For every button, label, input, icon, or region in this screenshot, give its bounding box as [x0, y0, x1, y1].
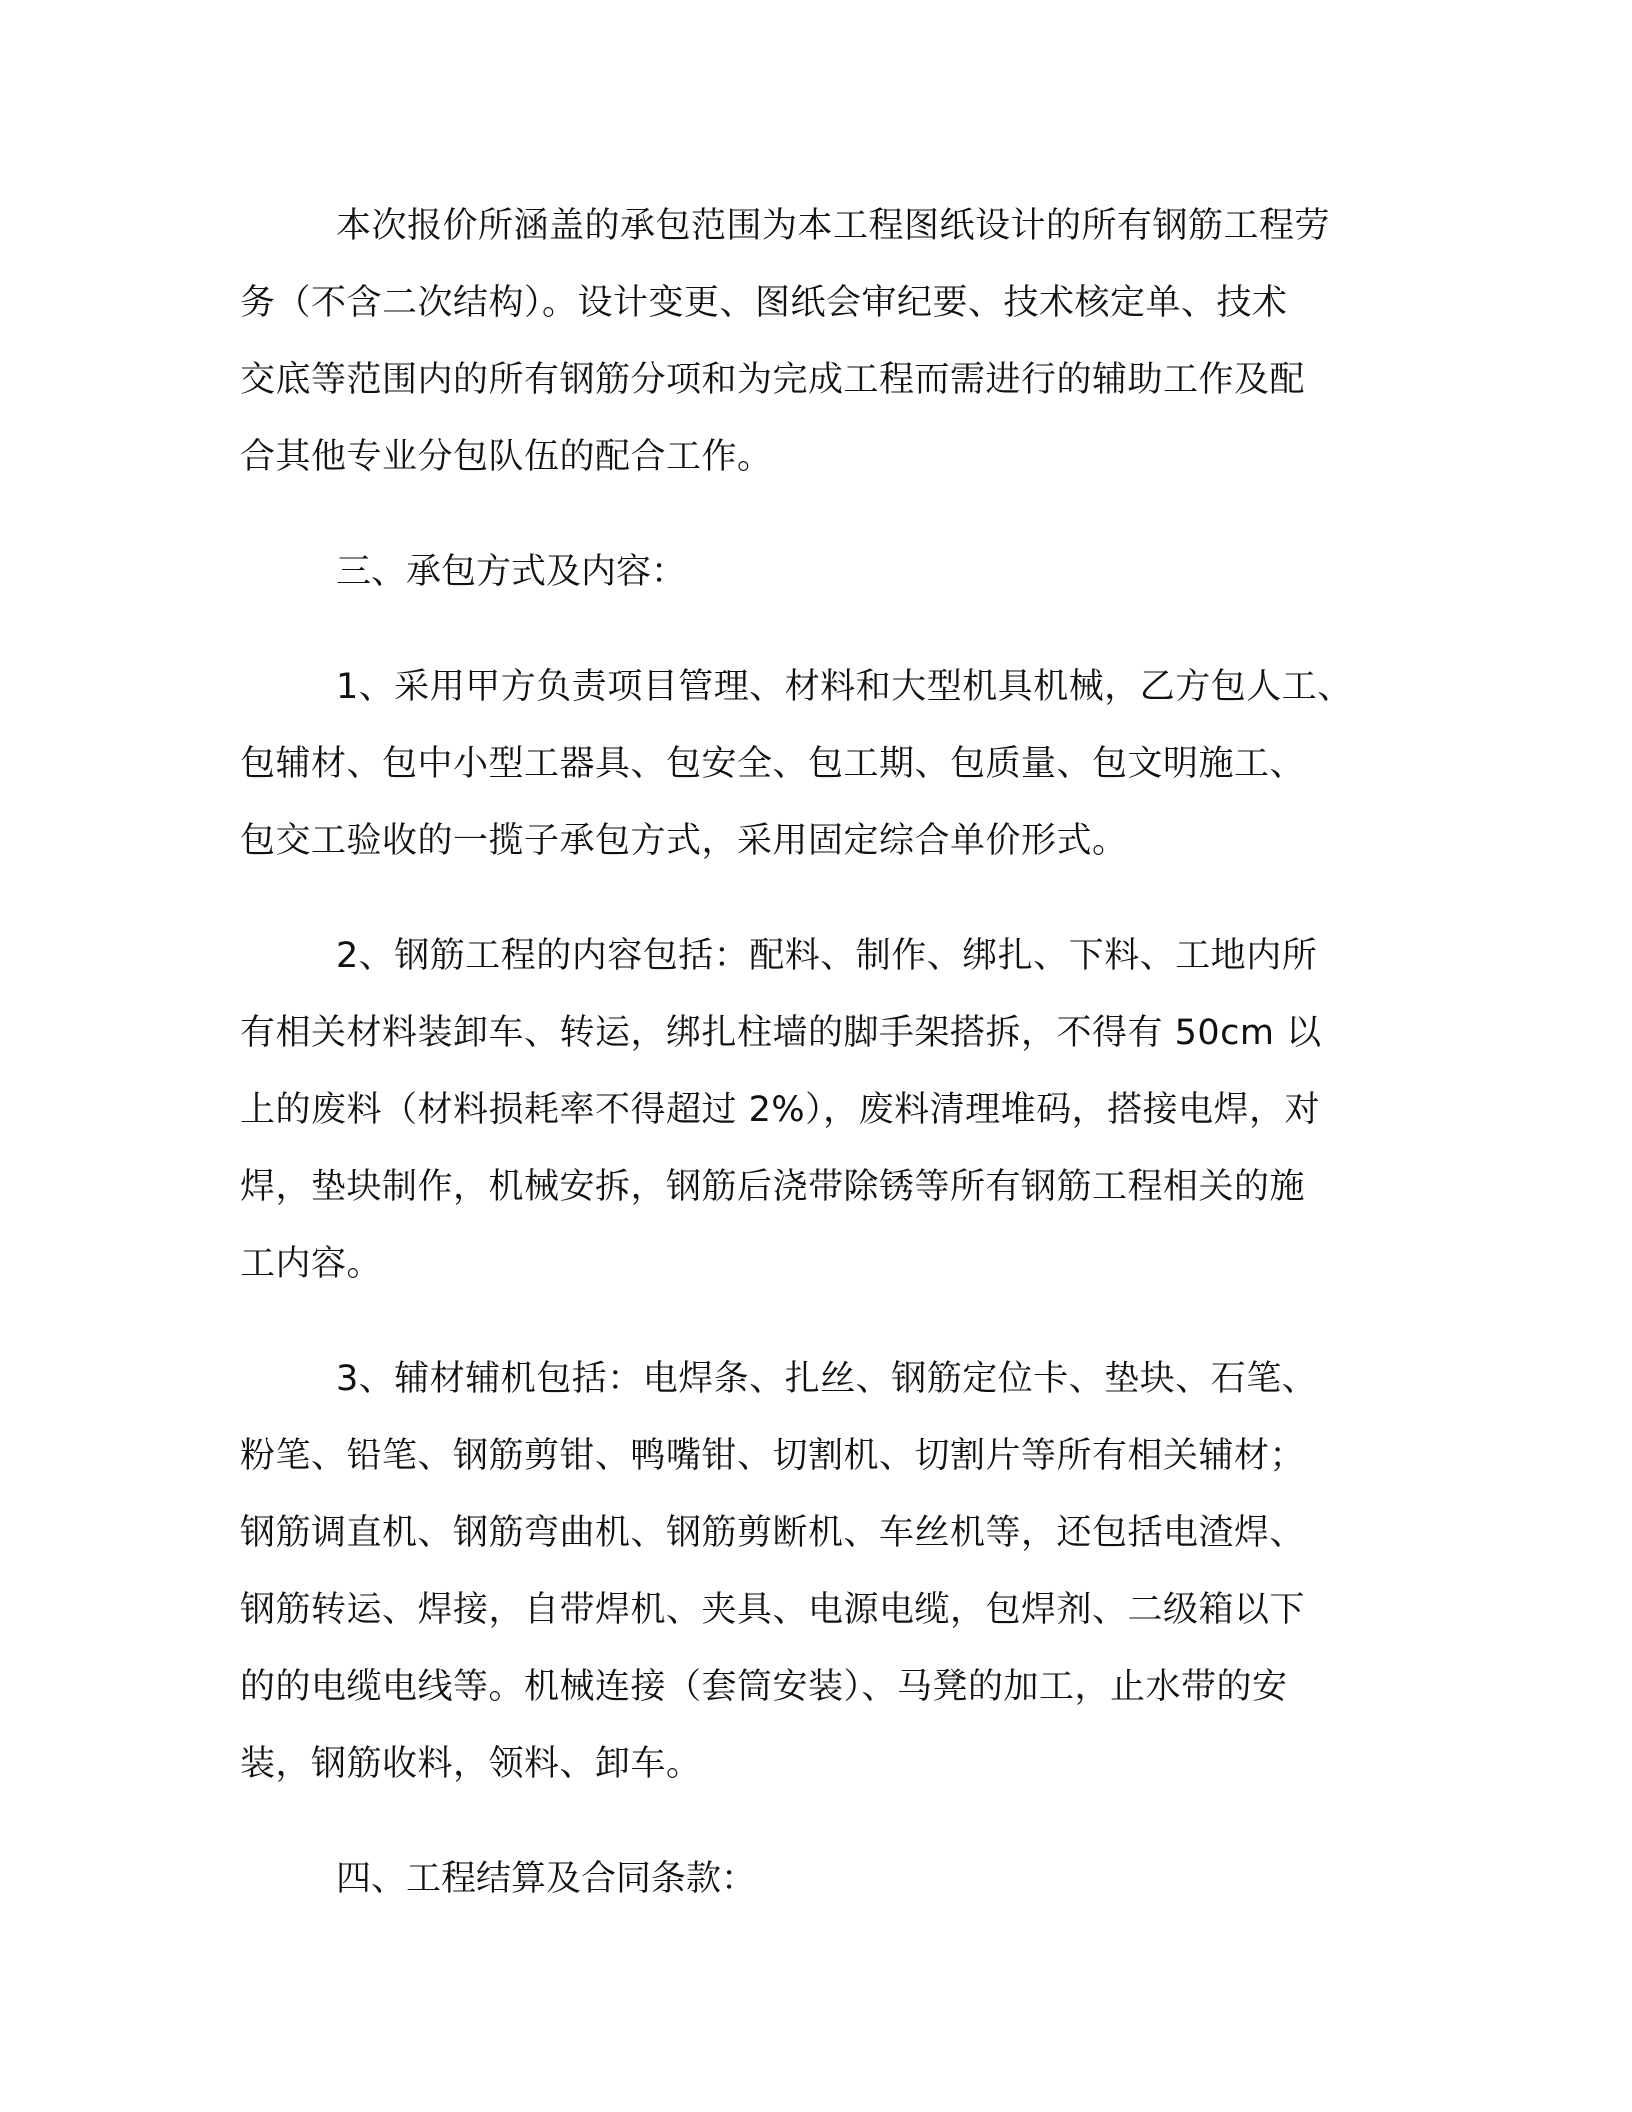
text-line: 本次报价所涵盖的承包范围为本工程图纸设计的所有钢筋工程劳 — [336, 206, 1331, 246]
text-line: 1、采用甲方负责项目管理、材料和大型机具机械，乙方包人工、 — [336, 667, 1353, 707]
text-line: 上的废料（材料损耗率不得超过 2%），废料清理堆码，搭接电焊，对 — [240, 1090, 1321, 1130]
text-line: 务（不含二次结构）。设计变更、图纸会审纪要、技术核定单、技术 — [240, 283, 1288, 323]
text-line: 装，钢筋收料，领料、卸车。 — [240, 1744, 702, 1784]
text-line: 2、钢筋工程的内容包括：配料、制作、绑扎、下料、工地内所 — [336, 936, 1318, 976]
text-line: 交底等范围内的所有钢筋分项和为完成工程而需进行的辅助工作及配 — [240, 360, 1306, 400]
paragraph-scope — [240, 188, 1400, 496]
text-line: 钢筋调直机、钢筋弯曲机、钢筋剪断机、车丝机等，还包括电渣焊、 — [240, 1513, 1306, 1553]
text-line: 合其他专业分包队伍的配合工作。 — [240, 437, 773, 477]
paragraph-item-1 — [240, 649, 1400, 880]
text-line: 3、辅材辅机包括：电焊条、扎丝、钢筋定位卡、垫块、石笔、 — [336, 1359, 1318, 1399]
section-heading-3: 三、承包方式及内容： — [336, 552, 687, 592]
text-line: 包辅材、包中小型工器具、包安全、包工期、包质量、包文明施工、 — [240, 744, 1306, 784]
text-line: 的的电缆电线等。机械连接（套筒安装）、马凳的加工，止水带的安 — [240, 1667, 1288, 1707]
paragraph-item-2 — [240, 918, 1400, 1303]
text-line: 粉笔、铅笔、钢筋剪钳、鸭嘴钳、切割机、切割片等所有相关辅材； — [240, 1436, 1306, 1476]
paragraph-item-3 — [240, 1341, 1400, 1803]
text-line: 有相关材料装卸车、转运，绑扎柱墙的脚手架搭拆，不得有 50cm 以 — [240, 1013, 1322, 1053]
text-line: 包交工验收的一揽子承包方式，采用固定综合单价形式。 — [240, 821, 1128, 861]
document-page — [240, 188, 1400, 1956]
text-line: 工内容。 — [240, 1244, 383, 1284]
section-heading-4: 四、工程结算及合同条款： — [336, 1859, 757, 1899]
text-line: 焊，垫块制作，机械安拆，钢筋后浇带除锈等所有钢筋工程相关的施 — [240, 1167, 1306, 1207]
text-line: 钢筋转运、焊接，自带焊机、夹具、电源电缆，包焊剂、二级箱以下 — [240, 1590, 1306, 1630]
